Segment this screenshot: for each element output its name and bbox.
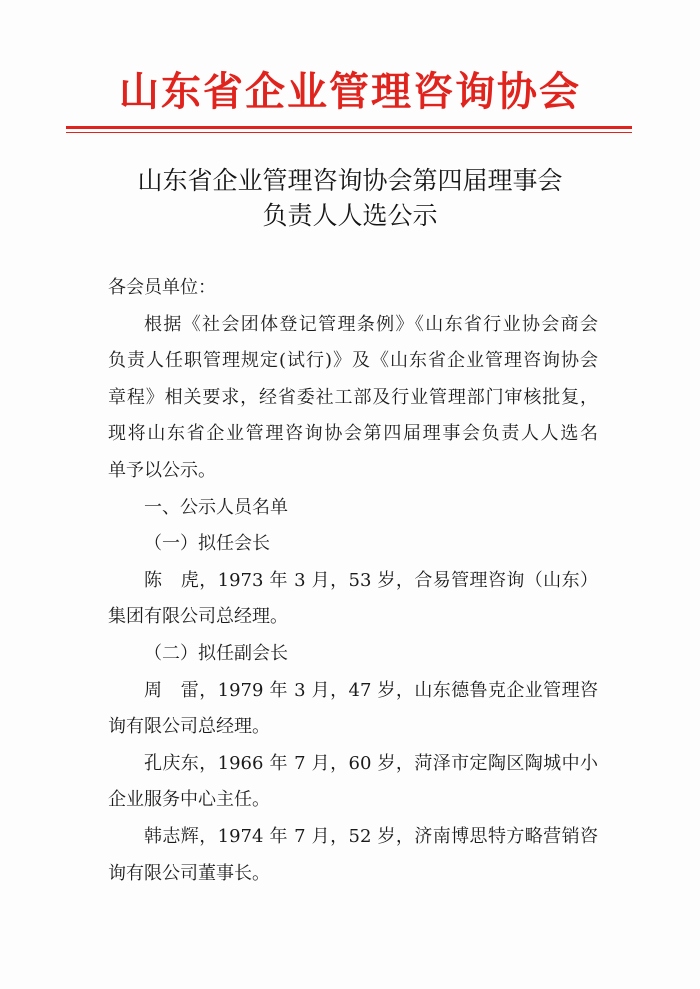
letterhead-org-name: 山东省企业管理咨询协会 — [119, 68, 581, 115]
section1-heading: 一、公示人员名单 — [144, 496, 288, 518]
letterhead-rule-thick — [66, 126, 632, 129]
document-title-line1: 山东省企业管理咨询协会第四届理事会 — [137, 166, 563, 195]
vice-president-entry-line: 询有限公司董事长。 — [108, 862, 270, 884]
intro-line: 现将山东省企业管理咨询协会第四届理事会负责人人选名 — [108, 423, 598, 445]
vice-president-entry-line: 询有限公司总经理。 — [108, 716, 270, 738]
document-title-line2: 负责人人选公示 — [262, 201, 438, 230]
sub2-heading: （二）拟任副会长 — [144, 642, 288, 664]
intro-line: 章程》相关要求，经省委社工部及行业管理部门审核批复， — [108, 386, 598, 408]
vice-president-entry-line: 周 雷，1979 年 3 月，47 岁，山东德鲁克企业管理咨 — [144, 679, 598, 701]
document-body — [108, 270, 598, 892]
vice-president-entry-line: 韩志辉，1974 年 7 月，52 岁，济南博思特方略营销咨 — [144, 825, 598, 847]
sub1-heading: （一）拟任会长 — [144, 533, 270, 555]
vice-president-entry-line: 孔庆东，1966 年 7 月，60 岁，菏泽市定陶区陶城中小 — [144, 752, 598, 774]
president-entry-line: 陈 虎，1973 年 3 月，53 岁，合易管理咨询（山东） — [144, 569, 598, 591]
intro-line: 根据《社会团体登记管理条例》《山东省行业协会商会 — [144, 313, 598, 335]
salutation: 各会员单位： — [108, 277, 216, 298]
letterhead-rule-thin — [66, 132, 632, 133]
intro-line: 单予以公示。 — [108, 459, 216, 481]
president-entry-line: 集团有限公司总经理。 — [108, 606, 288, 628]
vice-president-entry-line: 企业服务中心主任。 — [108, 789, 270, 811]
intro-line: 负责人任职管理规定(试行)》及《山东省企业管理咨询协会 — [108, 350, 598, 372]
